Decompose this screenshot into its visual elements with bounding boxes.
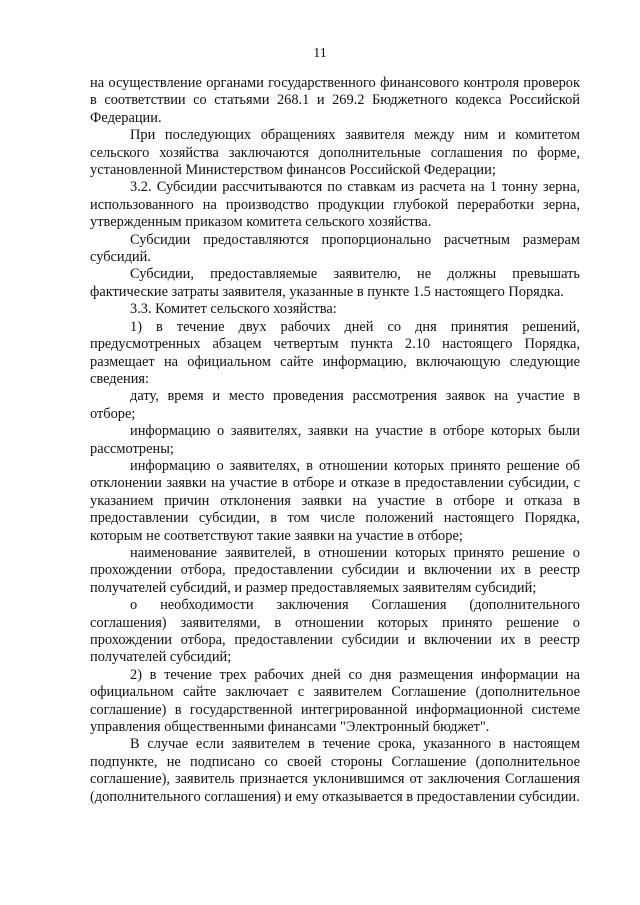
paragraph-12: о необходимости заключения Соглашения (дополнительного соглашения) заявителями, в отношении которых принято решение о прохождении отбора, предоставлении субсидии и включении их в реестр получателей субсидий; <box>90 597 580 666</box>
paragraph-1: на осуществление органами государственного финансового контроля проверок в соответствии со статьями 268.1 и 269.2 Бюджетного кодекса Российской Федерации. <box>90 75 580 126</box>
paragraph-10: информацию о заявителях, в отношении которых принято решение об отклонении заявки на участие в отборе и отказе в предоставлении субсидии, с указанием причин отклонения заявки на участие в отборе и отказа в предоставлении субсидии, в том числе положений настоящего Порядка, которым не соответствуют такие заявки на участие в отборе; <box>90 457 580 544</box>
paragraph-3: 3.2. Субсидии рассчитываются по ставкам из расчета на 1 тонну зерна, использованного на производство продукции глубокой переработки зерна, утвержденным приказом комитета сельского хозяйства. <box>90 179 580 231</box>
paragraph-4: Субсидии предоставляются пропорционально расчетным размерам субсидий. <box>90 231 580 266</box>
paragraph-6: 3.3. Комитет сельского хозяйства: <box>130 301 337 318</box>
paragraph-11: наименование заявителей, в отношении которых принято решение о прохождении отбора, предоставлении субсидии и включении их в реестр получателей субсидий, и размер предоставляемых заявителям субсидий; <box>90 544 580 596</box>
paragraph-13: 2) в течение трех рабочих дней со дня размещения информации на официальном сайте заключает с заявителем Соглашение (дополнительное соглашение) в государственной интегрированной информационной системе управления общественными финансами "Электронный бюджет". <box>90 666 580 736</box>
paragraph-2: При последующих обращениях заявителя между ним и комитетом сельского хозяйства заключаются дополнительные соглашения по форме, установленной Министерством финансов Российской Федерации; <box>90 127 580 179</box>
paragraph-9: информацию о заявителях, заявки на участие в отборе которых были рассмотрены; <box>90 423 580 457</box>
paragraph-14: В случае если заявителем в течение срока, указанного в настоящем подпункте, не подписано со своей стороны Соглашение (дополнительное соглашение), заявитель признается уклонившимся от заключения Соглашения (дополнительного соглашения) и ему отказывается в предоставлении субсидии. <box>90 736 580 805</box>
paragraph-5: Субсидии, предоставляемые заявителю, не должны превышать фактические затраты заявителя, указанные в пункте 1.5 настоящего Порядка. <box>90 266 580 300</box>
page-number: 11 <box>313 46 327 61</box>
document-body <box>90 75 580 806</box>
paragraph-8: дату, время и место проведения рассмотрения заявок на участие в отборе; <box>90 388 580 422</box>
paragraph-7: 1) в течение двух рабочих дней со дня принятия решений, предусмотренных абзацем четвертым пункта 2.10 настоящего Порядка, размещает на официальном сайте информацию, включающую следующие сведения: <box>90 318 580 387</box>
